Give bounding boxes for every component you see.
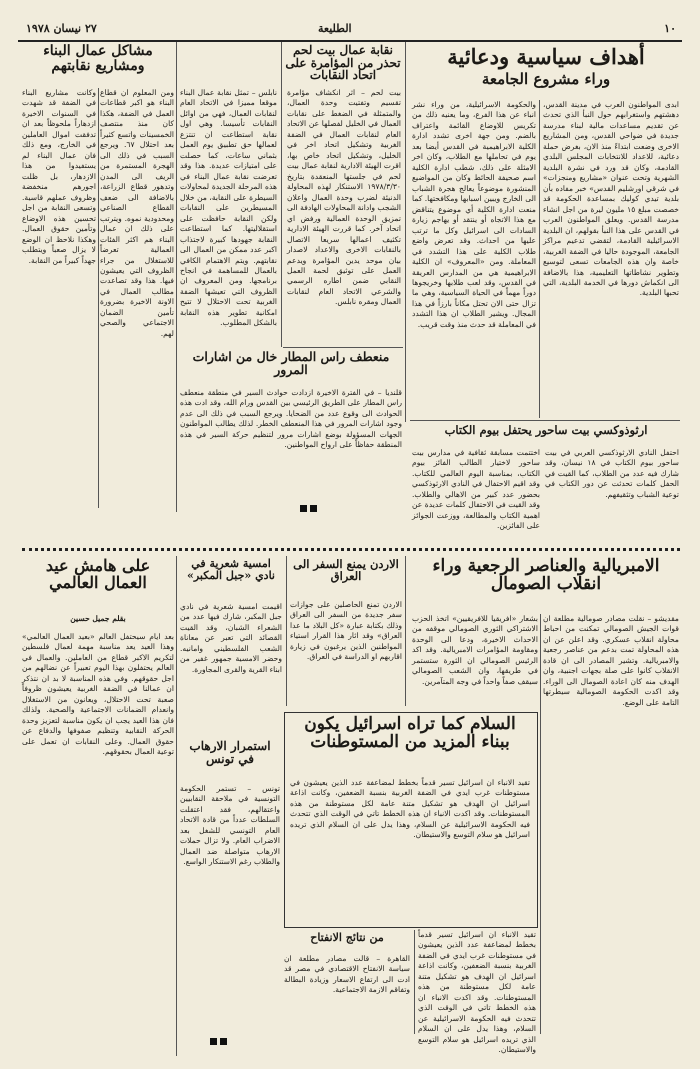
article-title: استمرار الارهاب في تونس xyxy=(189,739,271,766)
article-title: ارثوذوكسي بيت ساحور يحتفل بيوم الكتاب xyxy=(444,423,648,437)
article-labour-day xyxy=(22,558,174,618)
article-body-column: نابلس – تمثل نقابة عمال البناء موقعا مميزا في الاتحاد العام لنقابات العمال، فهي من اوائل النقابات تأسيسا. وهي اول نقابة استطاعت ان تنتزع لعمالها حق تطبيق يوم العمل بثماني ساعات، كما حصلت على امتيازات عديدة. هذا وقد تعرضت نقابة عمال البناء في هذه المرحلة الجديدة لمحاولات السيطرة على النقابة، من خلال المسيطرين على النقابات ولكن النقابة حافظت على استقلاليتها. كما استطاعت النقابة جهودها كبيرة لاجتذاب اكبر عدد ممكن من العمال الى نقابتهم. ويتم الاهتمام الكافي بالعمال للمساهمة في انجاح برنامجها. ومن المعروف ان الظروف التي تعيشها الضفة الغربية تحت الاحتلال لا تتيح امكانية تطوير هذه النقابة بالشكل المطلوب. xyxy=(179,88,277,328)
column-rule xyxy=(405,42,406,422)
article-title: على هامش عيد العمال العالمي xyxy=(45,556,151,592)
article-jordan-travel xyxy=(290,558,402,596)
article-title: أهداف سياسية ودعائية xyxy=(447,44,645,69)
article-bethlehem-union xyxy=(285,44,401,84)
column-rule xyxy=(414,930,415,1034)
article-body-column: ومن المعلوم ان قطاع البناء هو اكبر قطاعات العمل في الضفة، هكذا كان منذ منتصف الخمسينات واتسع كثيراً بعد احتلال ٦٧. ويرجع السبب في ذلك الى الهجرة المستمرة من الريف الى المدن وتدهور قطاع الزراعة، بالاضافة الى ضعف القطاع الصناعي ومحدودية نموه. ويترتب على ذلك ان عمال البناء هم اكثر الفئات العمالية تعرضاً للاستغلال من جراء الظروف التي يعيشون فيها. هذا وقد تصاعدت مطالب العمال في الاونة الاخيرة بضرورة تأمين الضمان الاجتماعي والصحي لهم. xyxy=(100,88,174,338)
article-title: الاردن يمنع السفر الى العراق xyxy=(293,557,399,584)
section-rule xyxy=(410,420,680,421)
article-somalia-coup xyxy=(412,558,680,610)
article-construction-workers xyxy=(22,44,174,84)
article-body-column: ابدى المواطنون العرب في مدينة القدس، دهشتهم واستغرابهم حول النبأ الذي تحدث عن تقديم مساعدات مالية لبناء مدرسة جديدة في ضواحي القدس، ومن المشاريع الاخرى وضعت ابتداءً منذ الان، بغرض حملة دعائية، للاعداد للانتخابات المجلس البلدي القادمة، وكان قد ورد في نشرة البلدية الشهرية وتحت عنوان «مشاريع ومنجزات» في شرقي اورشليم القدس» خبر مفاده بأن بلدية تيدي كوليك بمساعدة الحكومة قد خصصت مبلغ ١٥ مليون ليرة من اجل انشاء مدرسة القدس. ويعلق المواطنون العرب في القدس على هذا النبأ بقولهم، ان البلدية الاسرائيلية القادمة، لتقضي تدعيم مراكز الجامعة، الموجودة حاليا في الضفة الغربية، خاصة وان هذه الجامعات تسعى لتوسيع وتطوير نشاطاتها التعليمية، هذا بالاضافة الى انكماش دورها في الخدمة البلدية، التي تحبها البلدية. xyxy=(543,100,679,298)
article-title: السلام كما تراه اسرائيل يكون ببناء المزيد من المستوطنات xyxy=(304,714,516,752)
column-rule xyxy=(405,556,406,706)
dotted-divider xyxy=(22,548,680,551)
article-tunisia xyxy=(180,740,280,780)
article-subtitle: وراء مشروع الجامعة xyxy=(481,70,611,89)
article-body-column: قلنديا – في الفترة الاخيرة ازدادت حوادث السير في منطقة منعطف راس المطار على الطريق الرئيسي بين القدس ورام الله، وقد ادت هذه الحوادث الى وقوع عدد من الضحايا. ويرجع السبب في ذلك الى عدم وجود اشارات المرور في هذا المنعطف الخطر. لذلك يطالب المواطنون الجهات المسؤولة بوضع اشارات مرور لتنظيم حركة السير في هذه المنطقة حفاظاً على ارواح المواطنين. xyxy=(180,388,402,450)
article-settlements xyxy=(290,716,530,776)
article-body-column: بشعار «افريقيا للافريقيين» اتخذ الحزب الاشتراكي الثوري الصومالي موقفه من الاحداث الاخيرة، ودعا الى الوحدة ومقاومة المؤامرات الامبريالية. وقد اكد الرئيس الصومالي ان الثورة ستستمر في طريقها، وان الشعب الصومالي سيقف صفاً واحداً في وجه المتآمرين. xyxy=(412,614,538,686)
article-opening-results xyxy=(284,932,410,950)
column-rule xyxy=(281,42,282,347)
article-body-column: بعد ايام سيحتفل العالم «بعيد العمال العالمي» وهذا العيد يعد مناسبة مهمة لعمال فلسطين لتكريم الاكبر قطاع من العاملين. والعمال في العالم يحتفلون بهذا اليوم تعبيراً عن نضالهم من اجل حقوقهم. وفي هذه المناسبة لا بد ان نتذكر ان عمالنا في الضفة الغربية يعيشون ظروفاً صعبة تحت الاحتلال، ويعانون من الاستغلال وانعدام الضمانات الاجتماعية والصحية. ولذلك فان هذا العيد يجب ان يكون مناسبة لتعزيز وحدة الحركة النقابية وتنظيم صفوفها والدفاع عن حقوق العمال. وعلى النقابات ان تعمل على توعية العمال بحقوقهم. xyxy=(22,632,174,757)
article-body-column: وكانت مشاريع البناء في الضفة قد شهدت في السنوات الاخيرة ازدهاراً ملحوظاً بعد ان تدفقت اموال العاملين في الخارج، ومع ذلك فان عمال البناء لم يستفيدوا من هذا الازدهار، بل ظلت اجورهم منخفضة وظروف عملهم قاسية. وتسعى النقابة من اجل تحسين هذه الاوضاع وتأمين حقوق العمال. وهكذا نلاحظ ان الوضع لا يزال صعباً ويتطلب جهداً كبيراً من النقابة. xyxy=(22,88,96,265)
masthead xyxy=(18,22,682,42)
article-title: من نتائج الانفتاح xyxy=(310,931,384,944)
column-rule xyxy=(286,556,287,706)
article-body-column: والحكومة الاسرائيلية، من وراء نشر انباء عن هذا الفرع، وما يعنيه ذلك من تكريس للاوضاع القائمة واعتراف بالضم. ومن جهة اخرى تشدد ادارة الكلية الابراهيمية في القدس أيضا بعد يوم في تحاملها مع الطلاب، وكان اخر الامثلة على ذلك، شطب ادارة الكلية اسم صحيفة الحائط وكان من المواضيع المنشورة موضوعاً يعالج هجرة الشباب الى الخارج ويبين اسبابها ومكافحتها. كما منعت ادارة الكلية أي موضوع يتناقض مع هذا الاتجاه أو ينتقد أو يهاجم زيارة السادات الى اسرائيل وكل ما ترتب عليها من احداث. وقد تعرض واضع طلاب الكلية على هذا التشدد في المعاملة. ومن «المعروف» ان الكلية الابراهيمية هي من المدارس العريقة في القدس، وقد لعب طلابها وخريجوها دوراً مهماً في الحياة السياسية، وهي ما تزال حتى الان تحتل مكاناً بارزاً في هذا المجال. ويشير الطلاب ان هذا التشدد في المعاملة قد حدث منذ وقت قريب. xyxy=(412,100,536,329)
column-rule xyxy=(176,556,177,1056)
article-body-column: بيت لحم – اثر انكشاف مؤامرة تقسيم وتفتيت وحدة العمال، والمتمثلة في الضغط على نقابات العمال في الخليل لفصلها عن الاتحاد العام لنقابات العمال في الضفة الغربية وتشكيل اتحاد اخر في الخليل، وتشكيل اتحاد خاص بها، اقرت الهيئة الادارية لنقابة عمال بيت لحم في جلستها المنعقدة بتاريخ ١٩٧٨/٣/٣٠ الاستنكار لهذه المحاولة الدنيئة لضرب وحدة العمال واعلان الشجب وادانة المحاولات الهادفة الى تمزيق الوحدة العمالية ورفض اي اتحاد آخر. كما قررت الهيئة الادارية تكثيف اعمالها سريعا الاتصال بالنقابات الاخرى والاعداد لاصدار بيان موحد يدين المؤامرة ويدعم العمل على توثيق لحمة العمل النقابي ضمن اطاره الرسمي والشرعي الاتحاد العام لنقابات العمال ومقره نابلس. xyxy=(287,88,401,307)
article-title: نقابة عمال بيت لحم تحذر من المؤامرة على اتحاد النقابات xyxy=(285,43,401,83)
article-title: الامبريالية والعناصر الرجعية وراء انقلاب الصومال xyxy=(432,556,660,594)
article-body-column: تونس – تستمر الحكومة التونسية في ملاحقة النقابيين واعتقالهم، فقد اعتقلت السلطات عدداً من قادة الاتحاد العام التونسي للشغل بعد الاضراب العام. ولا تزال حملات الارهاب متواصلة ضد العمال والطلاب رغم الاستنكار الواسع. xyxy=(180,784,280,867)
issue-date: ٢٧ نيسان ١٩٧٨ xyxy=(26,22,97,35)
article-body-column: تقيد الانباء ان اسرائيل تسير قدماً بخطط لمضاعفة عدد الذين يعيشون في مستوطنات غرب ايدي في الضفة الغربية بنسبة الضعفين، وكانت اذاعة اسرائيل ان الهدف هو تشكيل متنة عامة لكل مستوطنة من هذه المستوطنات. وقد اكدت الانباء ان هذه الخطط تاتي في الوقت الذي تتحدث فيه الحكومة الاسرائيلية عن السلام، وهذا يدل على ان السلام الذي تريده اسرائيل هو سلام التوسع والاستيطان. xyxy=(418,930,536,1055)
end-mark xyxy=(310,505,317,512)
end-mark xyxy=(210,1038,217,1045)
article-title: امسية شعرية في نادي «جبل المكبر» xyxy=(186,557,275,582)
article-title: منعطف راس المطار خال من اشارات المرور xyxy=(192,349,390,378)
article-body-column: اختتمت مسابقة ثقافية في مدارس بيت ساحور لاختيار الطالب الفائز بيوم الكتاب، بمناسبة اليوم العالمي للكتاب. وقد اقيم الاحتفال في النادي الارثوذكسي بحضور عدد كبير من الاهالي والطلاب. وقد القيت في الاحتفال كلمات عديدة عن اهمية الكتاب والمطالعة، ووزعت الجوائز على الفائزين. xyxy=(412,448,540,531)
page-number: ١٠ xyxy=(664,22,676,35)
article-body-column: الاردن تمنع الحاصلين على جوازات سفر جديدة من السفر الى العراق وذلك بكتابة عبارة «كل البلاد ما عدا العراق» وقد اثار هذا القرار استياء المواطنين الذين يرغبون في زيارة اقاربهم او الدراسة في العراق. xyxy=(290,600,402,662)
end-mark xyxy=(300,505,307,512)
article-body-column: القاهرة – قالت مصادر مطلعة ان سياسة الانفتاح الاقتصادي في مصر قد ادت الى ارتفاع الاسعار وزيادة البطالة وتفاقم الازمة الاجتماعية. xyxy=(284,954,410,995)
column-rule xyxy=(98,88,99,508)
article-byline: بقلم جميل حسين xyxy=(70,614,126,623)
column-rule xyxy=(540,614,541,1034)
end-mark xyxy=(220,1038,227,1045)
article-poetry-evening xyxy=(180,558,282,598)
article-body-column: احتفل النادي الارثوذكسي العربي في بيت ساحور بيوم الكتاب في ١٨ نيسان، وقد شارك فيه عدد من الطلاب، كما القيت في الحفل كلمات تحدثت عن دور الكتاب في توعية الشباب وتثقيفهم. xyxy=(545,448,679,499)
article-book-day xyxy=(412,424,680,444)
section-rule xyxy=(283,347,403,348)
article-body-column: اقيمت امسية شعرية في نادي جبل المكبر، شارك فيها عدد من الشعراء الشبان، وقد القيت القصائد التي تعبر عن معاناة الشعب الفلسطيني وامانيه. وحضر الامسية جمهور غفير من ابناء القرية والقرى المجاورة. xyxy=(180,602,282,674)
article-body-column: مقديشو – نقلت مصادر صومالية مطلعة ان قوات الجيش الصومالي تمكنت من احباط محاولة انقلاب عسكري. وقد اعلن عن ان هذه المحاولة تمت بدعم من عناصر رجعية والامبريالية. وتشير المصادر الى ان قادة الانقلاب كانوا على صلة بجهات اجنبية، وان الهدف منه كان اعادة الصومال الى الوراء. وقد اكدت الحكومة الصومالية سيطرتها التامة على الوضع. xyxy=(543,614,679,707)
publication-name: الطليعة xyxy=(318,22,352,35)
article-title: مشاكل عمال البناء ومشاريع نقابتهم xyxy=(43,43,153,74)
article-traffic-junction xyxy=(180,350,402,384)
column-rule xyxy=(176,42,177,512)
article-body-column: تقيد الانباء ان اسرائيل تسير قدماً بخطط لمضاعفة عدد الذين يعيشون في مستوطنات غرب ايدي في الضفة الغربية بنسبة الضعفين، وكانت اذاعة اسرائيل ان الهدف هو تشكيل متنة عامة لكل مستوطنة من هذه المستوطنات. وقد اكدت الانباء ان هذه الخطط تاتي في الوقت الذي تتحدث فيه الحكومة الاسرائيلية عن السلام، وهذا يدل على ان السلام الذي تريده اسرائيل هو سلام التوسع والاستيطان. xyxy=(290,778,530,840)
column-rule xyxy=(539,100,540,418)
